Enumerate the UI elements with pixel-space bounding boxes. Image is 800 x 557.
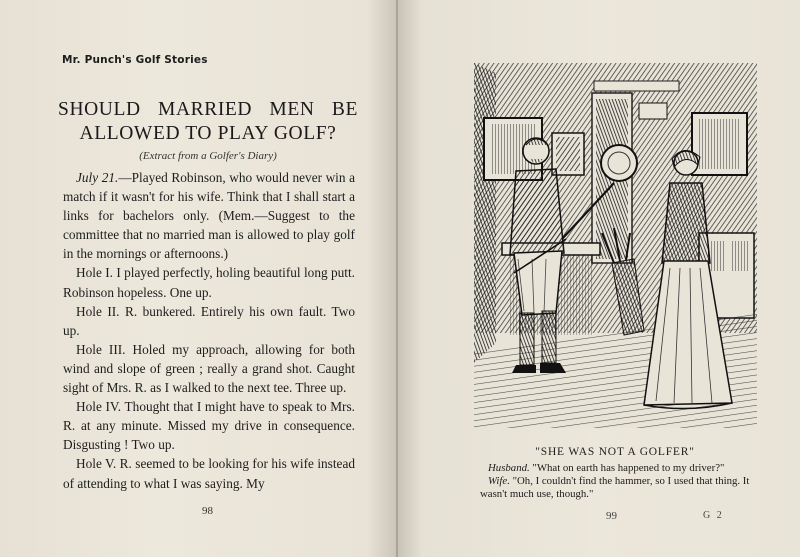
dialog-line	[480, 462, 762, 475]
body-text	[63, 168, 355, 493]
caption-dialog	[480, 462, 762, 501]
left-page	[0, 0, 398, 557]
speaker-label: Husband.	[488, 462, 530, 474]
page-number: 99	[606, 510, 617, 522]
engraved-illustration	[474, 63, 757, 428]
paragraph: Hole II. R. bunkered. Entirely his own fault. Two up.	[63, 303, 355, 338]
dialog-text: "What on earth has happened to my driver?"	[532, 462, 725, 474]
page-title: SHOULD MARRIED MEN BE ALLOWED TO PLAY GOLF?	[58, 99, 358, 144]
paragraph: Hole III. Holed my approach, allowing for both wind and slope of green ; really a grand shot. Caught sight of Mrs. R. as I walked to the next tee. Three up.	[63, 341, 355, 396]
dialog-text: "Oh, I couldn't find the hammer, so I used that thing. It wasn't much use, though."	[480, 475, 750, 500]
diary-date: July 21.	[76, 170, 119, 185]
dialog-line	[480, 475, 762, 501]
signature-mark: G 2	[703, 510, 724, 521]
illustration-caption: "SHE WAS NOT A GOLFER"	[535, 446, 695, 458]
speaker-label: Wife.	[488, 475, 510, 487]
subtitle: (Extract from a Golfer's Diary)	[139, 150, 277, 162]
running-head: Mr. Punch's Golf Stories	[62, 54, 208, 66]
paragraph-text: —Played Robinson, who would never win a match if it wasn't for his wife. Think that I shall start a links for bachelors only. (Mem.—Suggest to the committee that no married man is allowed to play golf in the mornings or afternoons.)	[63, 170, 355, 262]
paragraph: Hole V. R. seemed to be looking for his wife instead of attending to what I was saying. My	[63, 456, 355, 491]
paragraph	[63, 168, 355, 263]
paragraph: Hole IV. Thought that I might have to speak to Mrs. R. at any minute. Missed my drive in consequence. Disgusting ! Two up.	[63, 399, 355, 453]
page-number: 98	[202, 505, 213, 517]
paragraph: Hole I. I played perfectly, holing beautiful long putt. Robinson hopeless. One up.	[63, 265, 355, 300]
